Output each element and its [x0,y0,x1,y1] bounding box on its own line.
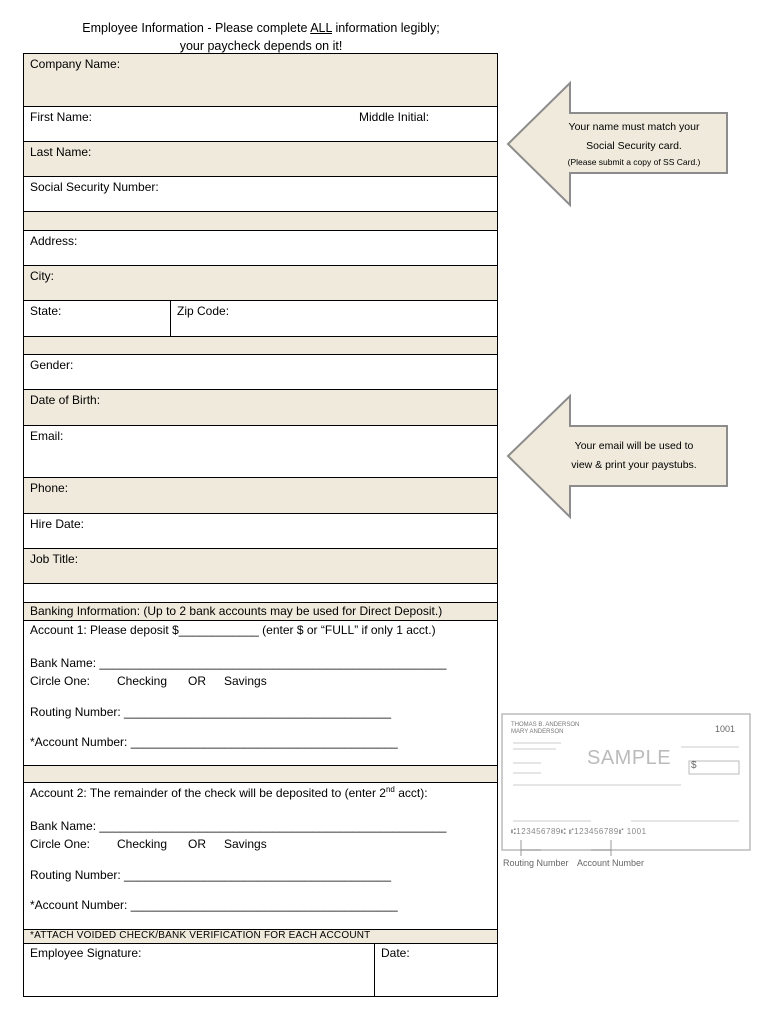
check-number: 1001 [715,724,736,734]
check-sample-watermark: SAMPLE [587,747,672,769]
last-name-label: Last Name: [30,145,92,159]
signature-date-divider [374,944,375,996]
phone-label: Phone: [30,481,69,495]
employee-signature-label: Employee Signature: [30,946,142,960]
ssn-field[interactable] [23,176,498,212]
job-title-field[interactable] [23,548,498,584]
state-zip-divider [170,301,171,336]
company-name-field[interactable] [23,53,498,107]
account-1-section[interactable] [23,620,498,766]
header-emphasis: ALL [310,21,332,35]
signature-row[interactable] [23,943,498,997]
account-2-routing-number[interactable]: Routing Number: ________________________________________ [30,868,391,882]
state-zip-row[interactable] [23,300,498,337]
account-1-deposit-line[interactable]: Account 1: Please deposit $____________ (enter $ or “FULL” if only 1 acct.) [30,623,436,637]
spacer-row [23,336,498,355]
account-1-checking-option[interactable]: Checking [117,674,168,688]
account-2-circle-one-label: Circle One: [30,837,91,851]
account-1-or-text: OR [188,674,206,688]
account-1-circle-one-label: Circle One: [30,674,91,688]
middle-initial-label: Middle Initial: [359,110,430,124]
account-2-account-number[interactable]: *Account Number: ________________________________________ [30,898,398,912]
city-field[interactable] [23,265,498,301]
email-callout-text: Your email will be used to view & print your paystubs. [571,440,697,471]
job-title-label: Job Title: [30,552,79,566]
email-field[interactable] [23,425,498,478]
account-2-section[interactable] [23,782,498,930]
sample-check-image [501,713,751,851]
account-2-deposit-line[interactable]: Account 2: The remainder of the check will be deposited to (enter 2nd acct): [30,785,428,800]
attach-note-row [23,929,498,944]
check-micr-line: ⑆123456789⑆ ⑈123456789⑈ 1001 [511,827,647,836]
form-header [22,19,500,55]
header-line-2: your paycheck depends on it! [179,39,343,53]
account-1-bank-name[interactable]: Bank Name: ____________________________________________________ [30,656,447,670]
state-label: State: [30,304,62,318]
banking-heading-row [23,602,498,621]
check-name-line-2: MARY ANDERSON [511,729,564,735]
hire-date-label: Hire Date: [30,517,85,531]
gender-field[interactable] [23,354,498,390]
account-1-account-number[interactable]: *Account Number: ________________________________________ [30,735,398,749]
header-line-1: Employee Information - Please complete ALL information legibly; [82,21,440,35]
last-name-field[interactable] [23,141,498,177]
spacer-row [23,765,498,783]
spacer-row [23,583,498,603]
banking-heading: Banking Information: (Up to 2 bank accounts may be used for Direct Deposit.) [30,604,443,618]
phone-field[interactable] [23,477,498,514]
date-of-birth-field[interactable] [23,389,498,426]
address-field[interactable] [23,230,498,266]
company-name-label: Company Name: [30,57,121,71]
gender-label: Gender: [30,358,74,372]
spacer-row [23,211,498,231]
account-2-checking-option[interactable]: Checking [117,837,168,851]
address-label: Address: [30,234,78,248]
hire-date-field[interactable] [23,513,498,549]
check-name-line-1: THOMAS B. ANDERSON [511,722,580,728]
name-callout-text: Your name must match your Social Security card. (Please submit a copy of SS Card.) [567,121,701,167]
first-name-label: First Name: [30,110,93,124]
date-label: Date: [381,946,410,960]
date-of-birth-label: Date of Birth: [30,393,101,407]
attach-note: *ATTACH VOIDED CHECK/BANK VERIFICATION FOR EACH ACCOUNT [30,930,371,941]
ssn-label: Social Security Number: [30,180,159,194]
account-2-savings-option[interactable]: Savings [224,837,267,851]
account-2-bank-name[interactable]: Bank Name: ____________________________________________________ [30,819,447,833]
city-label: City: [30,269,54,283]
first-name-field[interactable] [23,106,498,142]
email-label: Email: [30,429,64,443]
account-1-savings-option[interactable]: Savings [224,674,267,688]
check-dollar-sign: $ [691,760,697,771]
zip-code-label: Zip Code: [177,304,230,318]
account-number-caption: Account Number [577,858,645,868]
routing-number-caption: Routing Number [503,858,569,868]
account-2-or-text: OR [188,837,206,851]
account-1-routing-number[interactable]: Routing Number: ________________________________________ [30,705,391,719]
